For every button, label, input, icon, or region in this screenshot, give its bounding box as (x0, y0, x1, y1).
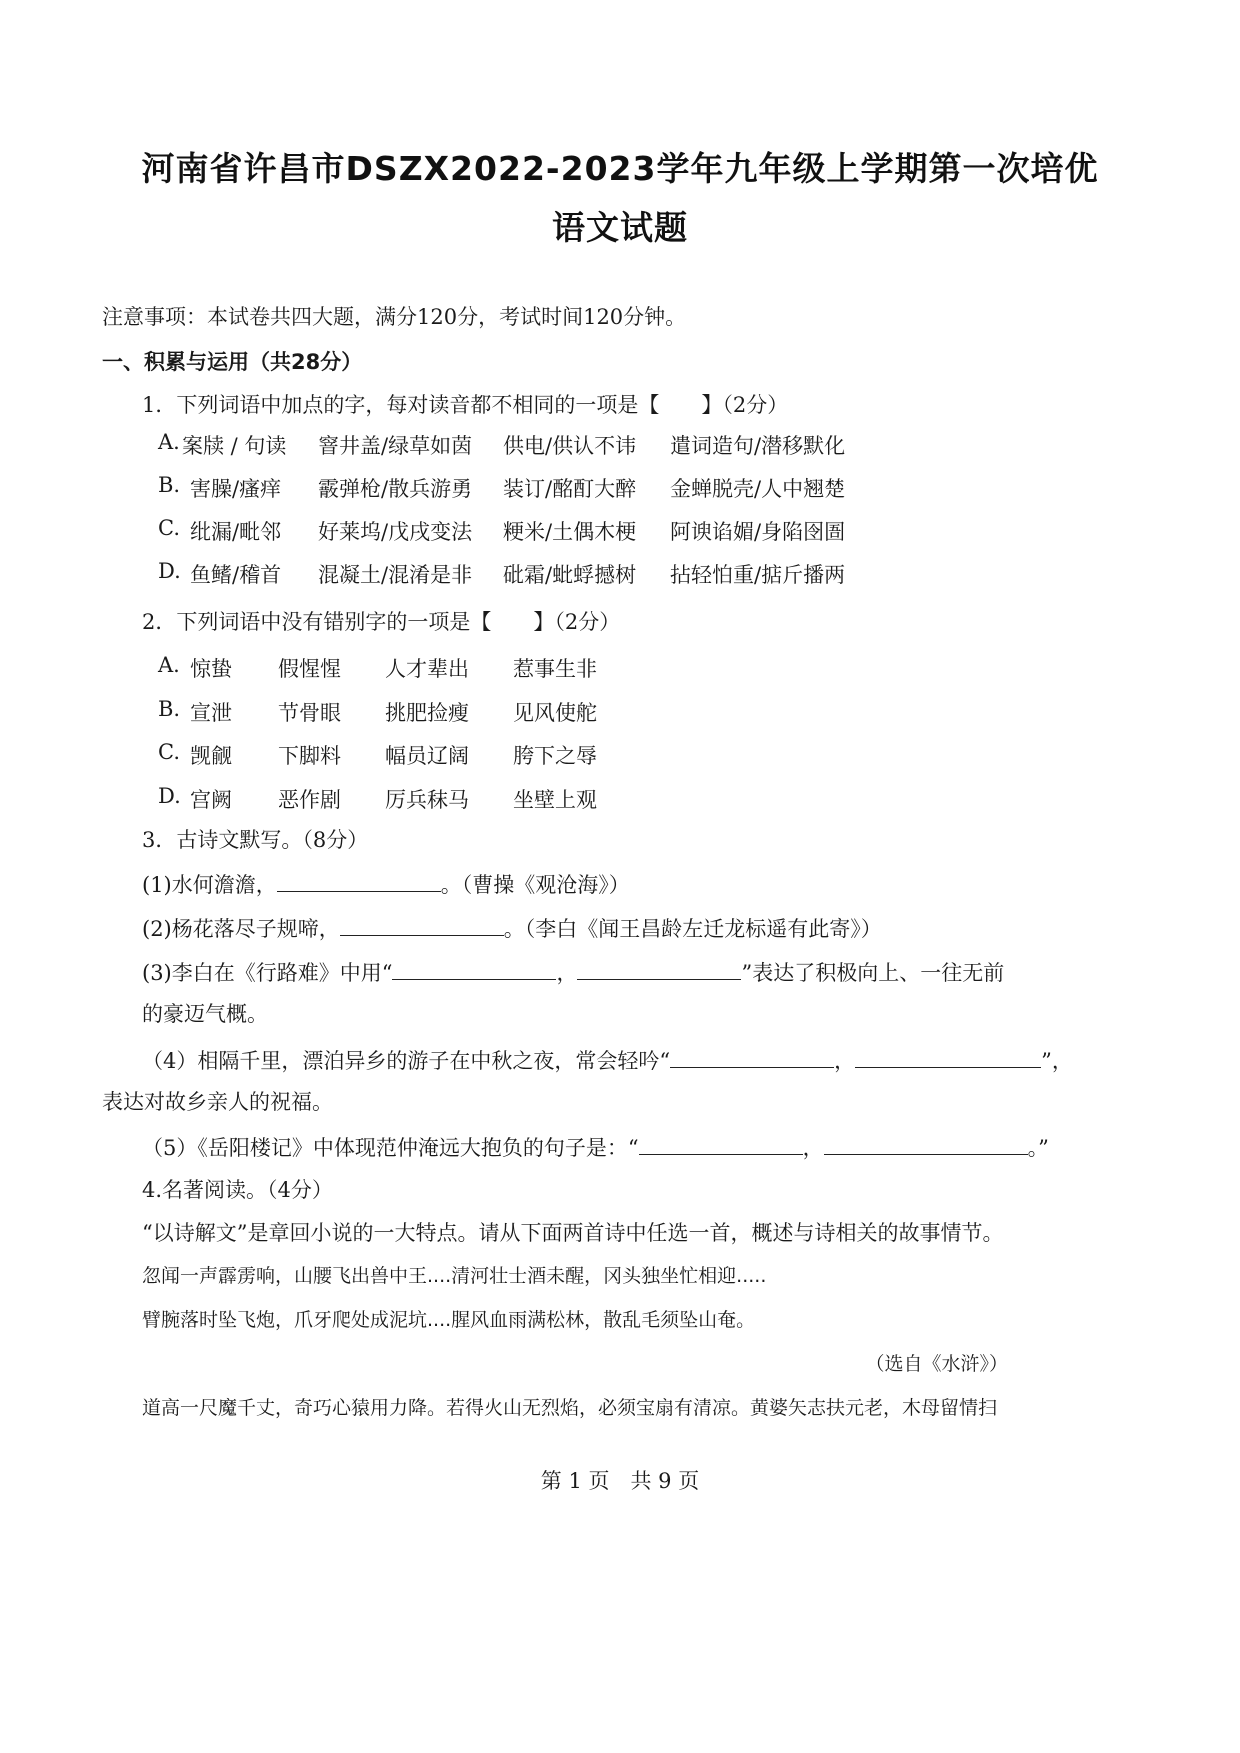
prompt-tail: ”表达了积极向上、一往无前 (741, 961, 1005, 985)
q3-item-2 (142, 915, 882, 942)
option-label: D. (158, 784, 181, 808)
answer-blank[interactable] (639, 1134, 803, 1155)
option-label: C. (158, 516, 180, 540)
answer-blank[interactable] (577, 959, 741, 980)
separator: ， (834, 1049, 856, 1073)
word: 宣泄 (190, 701, 232, 725)
poem1-line2: 臂腕落时坠飞炮，爪牙爬处成泥坑....腥风血雨满松林，散乱毛须坠山奄。 (142, 1309, 756, 1331)
word-pair: 纰漏/毗邻 (190, 520, 282, 544)
word: 厉兵秣马 (385, 788, 469, 812)
answer-blank[interactable] (824, 1134, 1028, 1155)
q3-item-4-cont: 表达对故乡亲人的祝福。 (102, 1090, 333, 1114)
source: 。（曹操《观沧海》） (440, 873, 630, 897)
word: 节骨眼 (278, 701, 341, 725)
prompt: （4）相隔千里，漂泊异乡的游子在中秋之夜，常会轻吟“ (142, 1049, 671, 1073)
word: 宫阙 (190, 788, 232, 812)
prompt: (1)水何澹澹， (142, 873, 277, 897)
option-label: A. (158, 653, 180, 677)
word-pair: 拈轻怕重/掂斤播两 (670, 563, 846, 587)
separator: ， (556, 961, 578, 985)
word-pair: 霰弹枪/散兵游勇 (318, 477, 473, 501)
word: 惊蛰 (190, 657, 232, 681)
source: 。（李白《闻王昌龄左迁龙标遥有此寄》） (503, 917, 882, 941)
section-heading: 一、积累与运用（共28分） (102, 350, 363, 374)
q1-stem: 1．下列词语中加点的字，每对读音都不相同的一项是【 】（2分） (142, 393, 789, 417)
q3-item-3 (142, 959, 1004, 986)
word-pair: 害臊/瘙痒 (190, 477, 282, 501)
option-label: B. (158, 473, 181, 497)
q2-stem: 2．下列词语中没有错别字的一项是【 】（2分） (142, 610, 621, 634)
word-pair: 粳米/土偶木梗 (503, 520, 637, 544)
option-label: A. (158, 430, 180, 454)
word: 挑肥捡瘦 (385, 701, 469, 725)
q3-item-5 (142, 1134, 1049, 1161)
q4-intro: “以诗解文”是章回小说的一大特点。请从下面两首诗中任选一首，概述与诗相关的故事情节。 (142, 1221, 1004, 1245)
q3-item-1 (142, 871, 630, 898)
word: 下脚料 (278, 744, 341, 768)
prompt-tail: ”， (1041, 1049, 1073, 1073)
word-pair: 混凝土/混淆是非 (318, 563, 473, 587)
prompt: (3)李白在《行路难》中用“ (142, 961, 393, 985)
prompt: (2)杨花落尽子规啼， (142, 917, 340, 941)
word-pair: 鱼鳍/稽首 (190, 563, 282, 587)
word-pair: 装订/酩酊大醉 (503, 477, 637, 501)
word-pair: 窨井盖/绿草如茵 (318, 434, 473, 458)
answer-blank[interactable] (670, 1047, 834, 1068)
notice: 注意事项：本试卷共四大题，满分120分，考试时间120分钟。 (102, 305, 687, 329)
word-pair: 阿谀谄媚/身陷囹圄 (670, 520, 846, 544)
word-pair: 供电/供认不讳 (503, 434, 637, 458)
prompt-tail: 。” (1027, 1136, 1049, 1160)
prompt: （5）《岳阳楼记》中体现范仲淹远大抱负的句子是：“ (142, 1136, 639, 1160)
page-number: 第 1 页 共 9 页 (540, 1469, 700, 1493)
q3-stem: 3．古诗文默写。（8分） (142, 828, 369, 852)
answer-blank[interactable] (392, 959, 556, 980)
word: 胯下之辱 (513, 744, 597, 768)
word: 假惺惺 (278, 657, 341, 681)
word: 恶作剧 (278, 788, 341, 812)
word: 觊觎 (190, 744, 232, 768)
exam-subtitle: 语文试题 (552, 208, 688, 247)
q4-stem: 4.名著阅读。（4分） (142, 1178, 333, 1202)
poem1-line1: 忽闻一声霹雳响，山腰飞出兽中王....清河壮士酒未醒，冈头独坐忙相迎..... (142, 1265, 767, 1287)
separator: ， (802, 1136, 824, 1160)
word-pair: 金蝉脱壳/人中翘楚 (670, 477, 846, 501)
poem2-line1: 道高一尺魔千丈，奇巧心猿用力降。若得火山无烈焰，必须宝扇有清凉。黄婆矢志扶元老，木母留情扫 (142, 1397, 998, 1419)
option-label: C. (158, 740, 180, 764)
exam-title: 河南省许昌市DSZX2022-2023学年九年级上学期第一次培优 (141, 149, 1099, 188)
poem1-source: （选自《水浒》） (865, 1353, 1008, 1375)
q3-item-4 (142, 1047, 1073, 1074)
word: 见风使舵 (513, 701, 597, 725)
answer-blank[interactable] (340, 915, 504, 936)
word: 幅员辽阔 (385, 744, 469, 768)
answer-blank[interactable] (855, 1047, 1041, 1068)
word: 惹事生非 (513, 657, 597, 681)
word-pair: 遣词造句/潜移默化 (670, 434, 846, 458)
word-pair: 砒霜/蚍蜉撼树 (503, 563, 637, 587)
word-pair: 好莱坞/戊戌变法 (318, 520, 473, 544)
word: 坐壁上观 (513, 788, 597, 812)
word-pair: 案牍 / 句读 (182, 434, 287, 458)
q3-item-3-cont: 的豪迈气概。 (142, 1002, 268, 1026)
answer-blank[interactable] (277, 871, 441, 892)
word: 人才辈出 (385, 657, 469, 681)
option-label: D. (158, 559, 181, 583)
option-label: B. (158, 697, 181, 721)
